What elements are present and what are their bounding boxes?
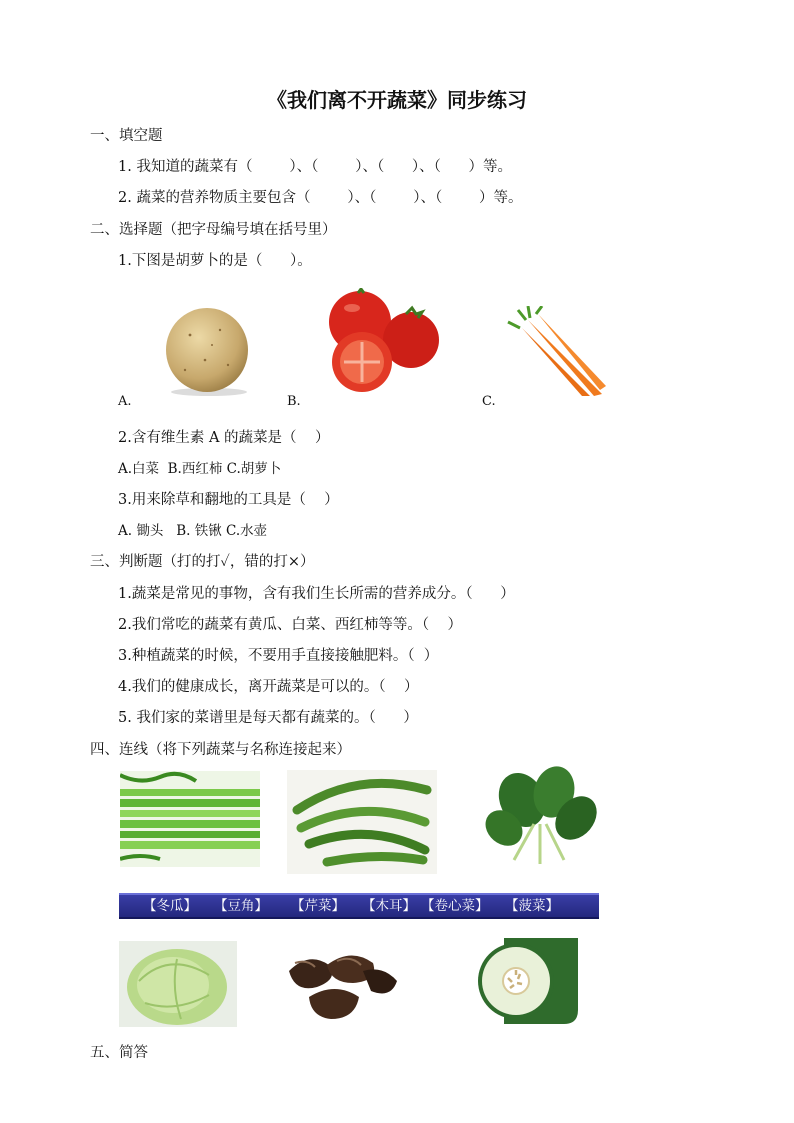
judge-item: 2.我们常吃的蔬菜有黄瓜、白菜、西红柿等等。（ ）: [118, 617, 463, 633]
judge-item: 1.蔬菜是常见的事物，含有我们生长所需的营养成分。（ ）: [118, 586, 515, 602]
green-bean-image: [287, 770, 437, 874]
section-3-heading: 三、判断题（打的打✓，错的打×）: [90, 554, 315, 570]
tomato-image: [318, 288, 445, 398]
judge-item: 3.种植蔬菜的时候，不要用手直接接触肥料。（ ）: [118, 648, 439, 664]
choice-question-2: 2.含有维生素 A 的蔬菜是（ ）: [118, 430, 330, 446]
choice-question-3: 3.用来除草和翻地的工具是（ ）: [118, 492, 339, 508]
name-label-cabbage: 【卷心菜】: [421, 898, 489, 914]
fill-question-2: 2. 蔬菜的营养物质主要包含（ ）、（ ）、（ ）等。: [118, 190, 523, 206]
option-a-label: A.: [118, 394, 132, 409]
option-c-label: C.: [482, 394, 496, 409]
wood-ear-fungus-image: [279, 941, 405, 1027]
vegetable-name-bar: [119, 893, 599, 919]
fill-question-1: 1. 我知道的蔬菜有（ ）、（ ）、（ ）、（ ）等。: [118, 159, 512, 175]
celery-image: [120, 771, 260, 867]
name-label-wood-ear: 【木耳】: [362, 898, 416, 914]
section-5-heading: 五、简答: [90, 1045, 148, 1061]
name-label-bean: 【豆角】: [214, 898, 268, 914]
potato-image: [150, 300, 262, 398]
section-4-heading: 四、连线（将下列蔬菜与名称连接起来）: [90, 742, 351, 758]
section-2-heading: 二、选择题（把字母编号填在括号里）: [90, 222, 337, 238]
spinach-image: [484, 764, 600, 868]
choice-question-2-options: A.白菜 B.西红柿 C.胡萝卜: [118, 461, 282, 477]
name-label-spinach: 【菠菜】: [505, 898, 559, 914]
option-b-label: B.: [287, 394, 301, 409]
choice-question-3-options: A. 锄头 B. 铁锹 C.水壶: [118, 523, 268, 539]
name-label-winter-melon: 【冬瓜】: [143, 898, 197, 914]
carrot-image: [506, 306, 610, 398]
page-title: 《我们离不开蔬菜》同步练习: [267, 88, 527, 112]
winter-melon-image: [474, 934, 588, 1028]
judge-item: 4.我们的健康成长，离开蔬菜是可以的。（ ）: [118, 679, 419, 695]
name-label-celery: 【芹菜】: [291, 898, 345, 914]
section-1-heading: 一、填空题: [90, 128, 163, 144]
choice-question-1: 1.下图是胡萝卜的是（ ）。: [118, 253, 312, 269]
cabbage-image: [119, 941, 237, 1027]
judge-item: 5. 我们家的菜谱里是每天都有蔬菜的。（ ）: [118, 710, 418, 726]
